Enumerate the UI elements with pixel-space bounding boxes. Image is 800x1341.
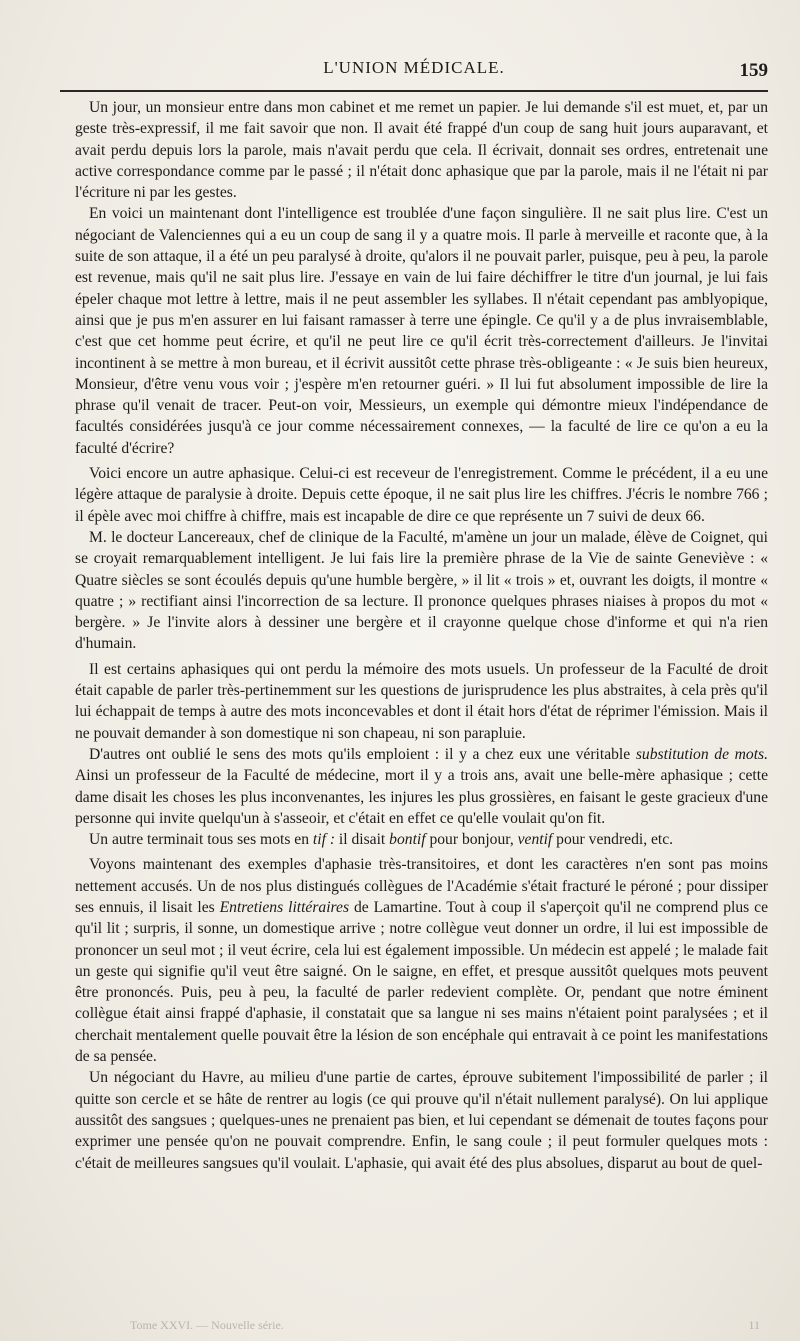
volume-signature: Tome XXVI. — Nouvelle série. bbox=[130, 1318, 284, 1332]
sheet-signature: 11 bbox=[748, 1318, 760, 1332]
paragraph-muet: Un jour, un monsieur entre dans mon cabinet et me remet un papier. Je lui demande s'il est muet, et, par un geste très-expressif, il me fait savoir que non. Il avait été frappé d'un coup de sang huit jours auparavant, et avait perdu depuis lors la parole, mais n'avait perdu que cela. Il écrivait, donnait ses ordres, entretenait une active correspondance comme par le passé ; il n'était donc aphasique que par la parole, mais il ne l'était ni par l'écriture ni par les gestes. bbox=[75, 99, 768, 202]
paragraph-substitution bbox=[75, 744, 768, 829]
italic-term: tif : bbox=[312, 831, 336, 849]
article-body bbox=[75, 97, 768, 1174]
paragraph-text: pour vendredi, etc. bbox=[552, 831, 674, 849]
paragraph-text: Voyons maintenant des exemples d'aphasie très-transitoires, et dont les caractères n'en sont pas moins nettement accusés. Un de nos plus distingués collègues de l'Académie s'était fracturé le péroné ; pour dissiper ses ennuis, il lisait les bbox=[75, 856, 768, 916]
paragraph-text: il disait bbox=[335, 831, 390, 849]
paragraph-text: de Lamartine. Tout à coup il s'aperçoit qu'il ne comprend plus ce qu'il lit ; surpris, il sonne, un domestique arrive ; notre collègue veut donner un ordre, il lui est impossible de prononcer un seul mot ; il veut écrire, cela lui est également impossible. Un médecin est appelé ; le malade fait un geste qui signifie qu'il veut être saigné. On le saigne, en effet, et presque aussitôt quelques mots peuvent être prononcés. Puis, peu à peu, la faculté de parler redevient complète. Or, pendant que notre éminent collègue était ainsi frappé d'aphasie, il constatait que sa langue ni ses mains n'étaient point paralysées ; et il cherchait mentalement quelle pouvait être la lésion de son encéphale qui entravait à ce point les manifestations de sa pensée. bbox=[75, 898, 768, 1066]
paragraph-tif bbox=[75, 829, 768, 850]
paragraph-negociant-havre: Un négociant du Havre, au milieu d'une partie de cartes, éprouve subitement l'impossibilité de parler ; il quitte son cercle et se hâte de rentrer au logis (ce qui prouve qu'il n'était nullement paralysé). On lui applique aussitôt des sangsues ; quelques-unes ne prenaient pas bien, et lui cependant se démenait de toutes façons pour exprimer une pensée qu'on ne pouvait comprendre. Enfin, le sang coule ; il peut formuler quelques mots : c'était de meilleures sangsues qu'il voulait. L'aphasie, qui avait été des plus absolues, disparut au bout de quel- bbox=[75, 1069, 768, 1172]
running-title: L'UNION MÉDICALE. bbox=[323, 58, 505, 77]
page-footer bbox=[130, 1318, 760, 1336]
header-rule bbox=[60, 90, 768, 92]
paragraph-text: Ainsi un professeur de la Faculté de médecine, mort il y a trois ans, avait une belle-mère aphasique ; cette dame disait les choses les plus inconvenantes, les injures les plus grossières, en faisant le geste gracieux d'une personne qui invite quelqu'un à s'asseoir, et c'était en effet ce qu'elle voulait qu'on fit. bbox=[75, 767, 768, 827]
paragraph-mots-usuels: Il est certains aphasiques qui ont perdu la mémoire des mots usuels. Un professeur de la Faculté de droit était capable de parler très-pertinemment sur les questions de jurisprudence les plus abstraites, à cela près qu'il lui échappait de temps à autre des mots inconcevables et dont il était hors d'état de réprimer l'émission. Mais il ne pouvait demander à son domestique ni son chapeau, ni son parapluie. bbox=[75, 660, 768, 742]
paragraph-ne-sait-plus-lire: En voici un maintenant dont l'intelligence est troublée d'une façon singulière. Il ne sait plus lire. C'est un négociant de Valenciennes qui a eu un coup de sang il y a quatre mois. Il parle à merveille et raconte que, à la suite de son attaque, il a été un peu paralysé à droite, qu'alors il ne pouvait parler, puisque, peu à peu, la parole est revenue, mais qu'il ne sait plus lire. J'essaye en vain de lui faire déchiffrer le titre d'un journal, je lui fais épeler chaque mot lettre à lettre, mais il ne peut assembler les syllabes. Il n'était cependant pas amblyopique, ainsi que je pus m'en assurer en lui faisant ramasser à terre une épingle. Ce qu'il y a de plus invraisemblable, c'est que cet homme peut écrire, et qu'il ne peut lire ce qu'il écrit très-correctement d'ailleurs. Je l'invitai incontinent à se mettre à mon bureau, et il écrivit aussitôt cette phrase très-obligeante : « Je suis bien heureux, Monsieur, d'être venu vous voir ; j'espère m'en retourner guéri. » Il lui fut absolument impossible de lire la phrase qu'il venait de tracer. Peut-on voir, Messieurs, un exemple qui démontre mieux l'indépendance de facultés considérées jusqu'à ce jour comme nécessairement connexes, — la faculté de lire ce qu'on a eu la faculté d'écrire? bbox=[75, 205, 768, 457]
paragraph-text: D'autres ont oublié le sens des mots qu'ils emploient : il y a chez eux une véritable bbox=[89, 745, 631, 763]
italic-term: ventif bbox=[517, 831, 553, 849]
paragraph-lancereaux: M. le docteur Lancereaux, chef de clinique de la Faculté, m'amène un jour un malade, élève de Coignet, qui se croyait remarquablement intelligent. Je lui fais lire la première phrase de la Vie de sainte Geneviève : « Quatre siècles se sont écoulés depuis qu'une humble bergère, » il lit « trois » et, ouvrant les doigts, il montre « quatre ; » rectifiant ainsi l'incorrection de sa lecture. Il prononce quelques phrases niaises à propos du mot « bergère. » Je l'invite alors à dessiner une bergère et il crayonne quelque chose d'informe et qui n'a rien d'humain. bbox=[75, 528, 768, 653]
italic-title: Entretiens littéraires bbox=[219, 898, 350, 916]
italic-term: bontif bbox=[389, 831, 426, 849]
italic-term: substitution de mots. bbox=[635, 745, 769, 763]
paragraph-text: pour bonjour, bbox=[425, 831, 518, 849]
paragraph-aphasie-transitoire bbox=[75, 854, 768, 1067]
paragraph-chiffres: Voici encore un autre aphasique. Celui-ci est receveur de l'enregistrement. Comme le précédent, il a eu une légère attaque de paralysie à droite. Depuis cette époque, il ne sait plus lire les chiffres. J'écris le nombre 766 ; il épèle avec moi chiffre à chiffre, mais est incapable de dire ce que représente un 7 suivi de deux 66. bbox=[75, 465, 768, 525]
page-number: 159 bbox=[739, 60, 768, 81]
page-header bbox=[60, 58, 768, 88]
paragraph-text: Un autre terminait tous ses mots en bbox=[89, 831, 310, 849]
